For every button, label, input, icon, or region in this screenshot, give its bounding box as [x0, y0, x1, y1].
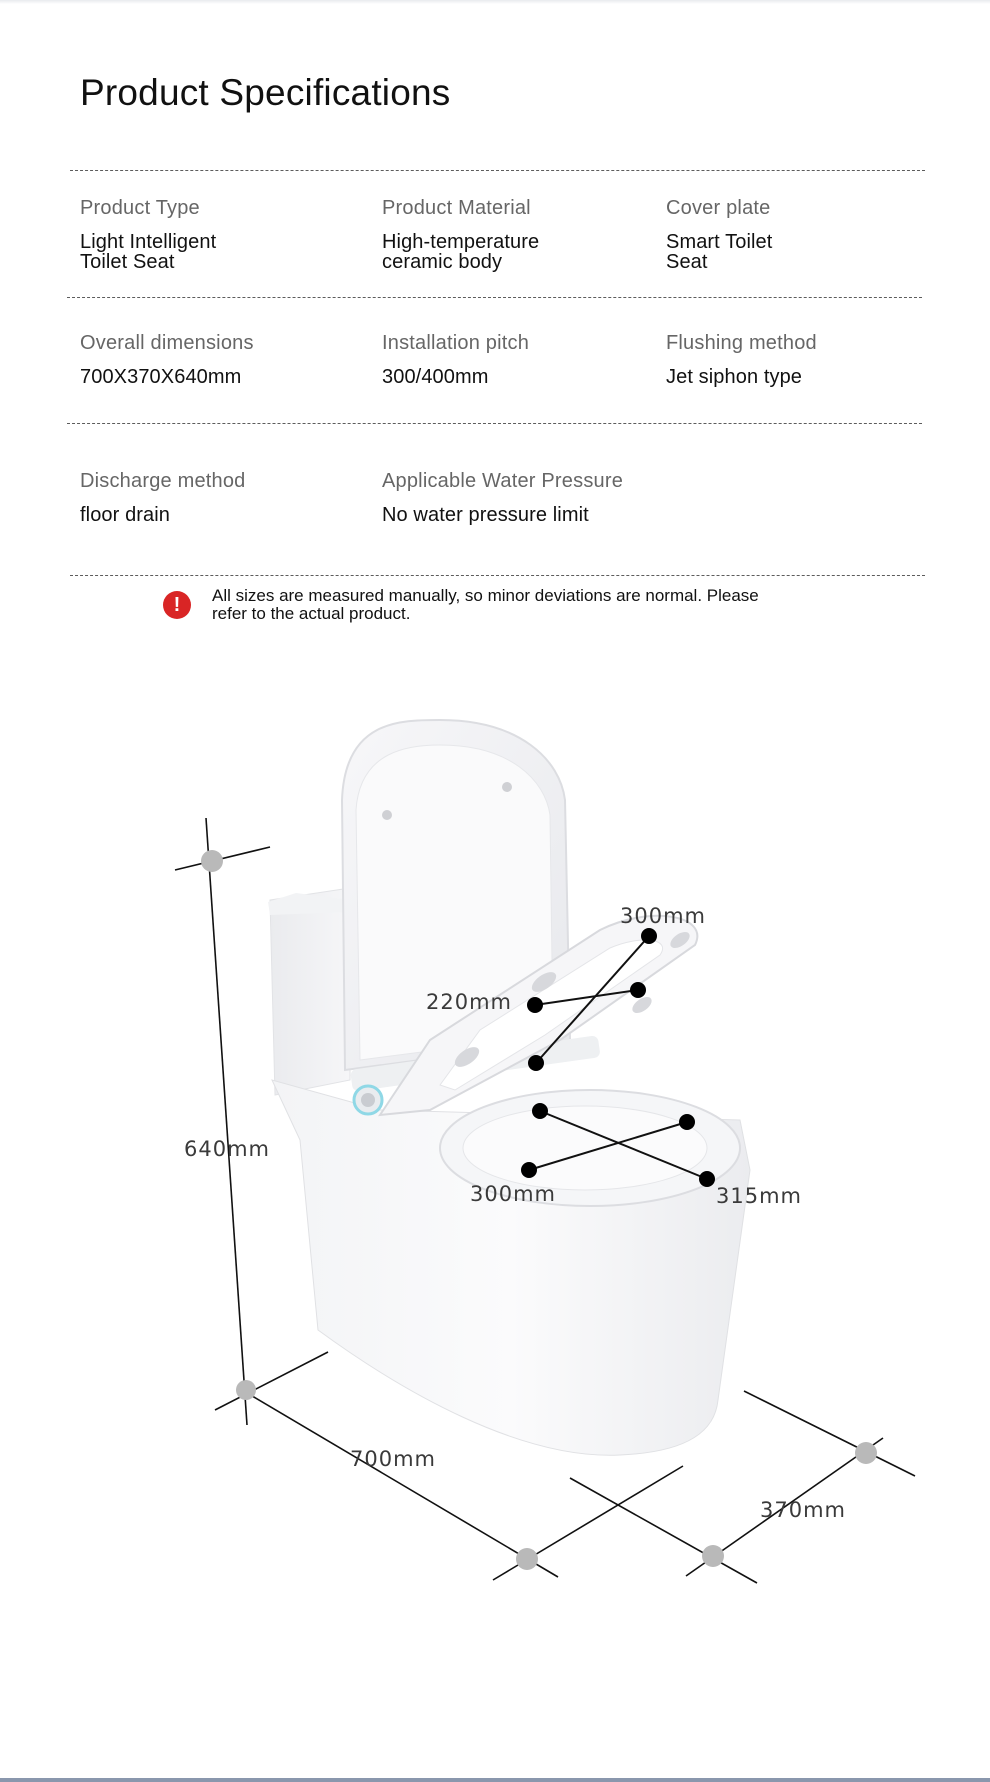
spec-label-flushing-method: Flushing method [666, 332, 817, 354]
spec-label-overall-dimensions: Overall dimensions [80, 332, 254, 354]
spec-value-product-material: High-temperature ceramic body [382, 231, 540, 273]
spec-label-installation-pitch: Installation pitch [382, 332, 530, 354]
notice-text: All sizes are measured manually, so minor deviations are normal. Please refer to the actual product. [212, 586, 759, 623]
dim-label-seat-length: 300mm [620, 904, 706, 928]
spec-label-product-type: Product Type [80, 197, 200, 219]
spec-label-cover-plate: Cover plate [666, 197, 771, 219]
toilet-illustration [268, 720, 750, 1455]
spec-value-discharge-method: floor drain [80, 504, 171, 526]
spec-label-product-material: Product Material [382, 197, 531, 219]
spec-value-flushing-method: Jet siphon type [666, 366, 803, 388]
bottom-border [0, 1778, 990, 1782]
spec-value-installation-pitch: 300/400mm [382, 366, 489, 388]
spec-label-water-pressure: Applicable Water Pressure [382, 470, 624, 492]
dim-label-length: 700mm [350, 1447, 436, 1471]
page-title: Product Specifications [80, 72, 451, 113]
spec-value-overall-dimensions: 700X370X640mm [80, 366, 242, 388]
spec-value-cover-plate: Smart Toilet Seat [666, 231, 773, 273]
dim-label-width: 370mm [760, 1498, 846, 1522]
dim-label-seat-width: 220mm [426, 990, 512, 1014]
dim-label-height: 640mm [184, 1137, 270, 1161]
spec-value-water-pressure: No water pressure limit [382, 504, 589, 526]
dim-label-bowl-length: 315mm [716, 1184, 802, 1208]
spec-value-product-type: Light Intelligent Toilet Seat [80, 231, 217, 273]
dim-label-bowl-width: 300mm [470, 1182, 556, 1206]
spec-label-discharge-method: Discharge method [80, 470, 246, 492]
exclamation-icon: ! [163, 591, 191, 619]
